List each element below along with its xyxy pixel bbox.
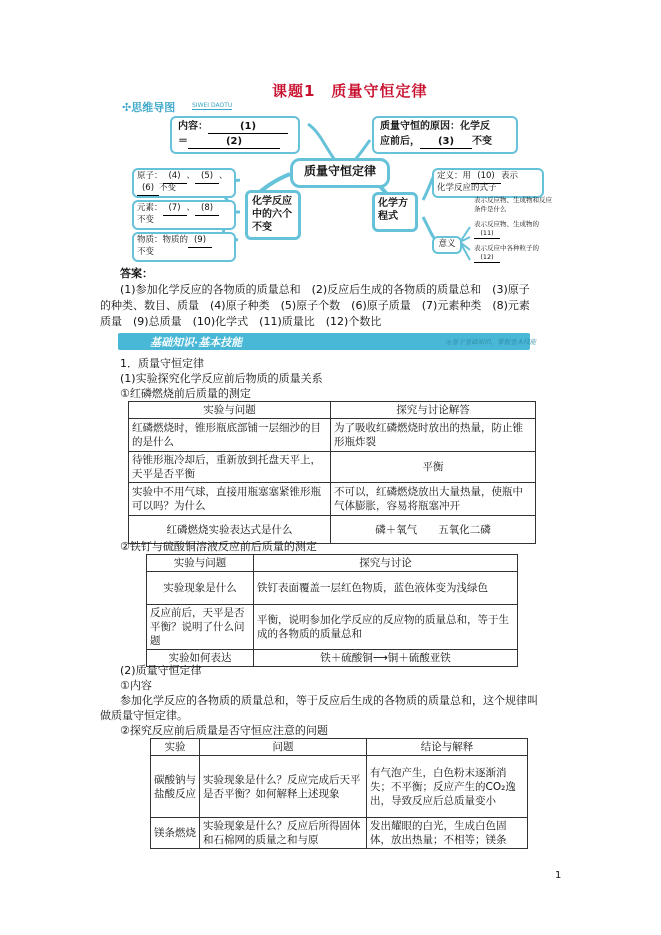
blank-11: (11)	[474, 229, 500, 239]
blank-1: (1)	[208, 120, 288, 134]
subheading-1a: ①红磷燃烧前后质量的测定	[120, 387, 251, 400]
table-cell: 实验现象是什么？反应完成后天平是否平衡？如何解释上述现象	[200, 756, 367, 818]
table-cell: 实验现象是什么	[147, 572, 254, 605]
banner-title: 基础知识·基本技能	[150, 336, 243, 349]
definition-box	[432, 168, 544, 198]
table-cell: 实验现象是什么？反应后所得固体和石棉网的质量之和与原	[200, 818, 367, 849]
meaning-2a: 表示反应物、生成物的	[474, 220, 539, 228]
def-c: 化学反应的式子	[437, 183, 497, 193]
reason-line1: 质量守恒的原因：化学反	[380, 121, 490, 132]
equals-sign: ＝	[178, 136, 188, 147]
reason-line2a: 应前后，	[380, 136, 420, 147]
table-cell: 铁＋硫酸铜⟶铜＋硫酸亚铁	[254, 650, 518, 667]
meaning-2	[474, 220, 554, 239]
answers-line1: (1)参加化学反应的各物质的质量总和 (2)反应后生成的各物质的质量总和 (3)原子	[120, 283, 530, 296]
table-header: 问题	[200, 739, 367, 756]
answers-line3: 质量 (9)总质量 (10)化学式 (11)质量比 (12)个数比	[100, 315, 382, 328]
meaning-3a: 表示反应中各种粒子的	[474, 244, 539, 252]
def-a: 定义：用	[437, 171, 472, 181]
paragraph-line2: 做质量守恒定律。	[100, 709, 188, 722]
banner-right: ◎基于基础知识，掌握基本技能	[446, 338, 537, 346]
blank-10: (10)	[471, 170, 501, 184]
table-cell: 待锥形瓶冷却后，重新放到托盘天平上，天平是否平衡	[129, 452, 331, 483]
subheading-1: (1)实验探究化学反应前后物质的质量关系	[120, 372, 323, 385]
subheading-2b: ②探究反应前后质量是否守恒应注意的问题	[120, 724, 328, 737]
equation-label: 化学方程式	[378, 198, 408, 222]
subheading-2: (2)质量守恒定律	[120, 664, 202, 677]
blank-6: (6)	[137, 182, 159, 196]
blank-12: (12)	[474, 253, 500, 263]
table-header: 探究与讨论解答	[331, 402, 536, 419]
meaning-label: 意义	[438, 239, 456, 249]
table-cell: 红磷燃烧实验表达式是什么	[129, 516, 331, 544]
atoms-end: 不变	[159, 183, 177, 193]
page-number: 1	[555, 870, 562, 881]
substance-label: 物质：物质的	[137, 235, 189, 245]
table-cell: 不可以，红磷燃烧放出大量热量，使瓶中气体膨胀，容易将瓶塞冲开	[331, 483, 536, 516]
table-cell: 平衡，说明参加化学反应的反应物的质量总和，等于生成的各物质的质量总和	[254, 605, 518, 650]
table-header: 实验	[151, 739, 200, 756]
mindmap-center	[290, 158, 390, 188]
atoms-box: 原子： (4) 、 (5) 、 (6) 不变	[132, 168, 236, 198]
mindmap-subtitle: SIWEI DAOTU	[192, 102, 233, 109]
blank-5: (5)	[195, 170, 219, 184]
substance-end: 不变	[137, 247, 155, 257]
meaning-box	[432, 236, 462, 254]
section-heading: 1．质量守恒定律	[120, 357, 204, 370]
blank-4: (4)	[163, 170, 187, 184]
table-red-phosphorus	[128, 401, 536, 544]
table-cell: 铁钉表面覆盖一层红色物质，蓝色液体变为浅绿色	[254, 572, 518, 605]
table-header: 结论与解释	[367, 739, 528, 756]
blank-3: (3)	[420, 135, 472, 149]
equation-box	[372, 192, 418, 232]
blank-9: (9)	[188, 234, 212, 248]
table-cell: 碳酸钠与盐酸反应	[151, 756, 200, 818]
table-cell: 磷＋氧气 五氧化二磷	[331, 516, 536, 544]
substance-box	[132, 232, 236, 262]
elements-label: 元素：	[137, 203, 163, 213]
mindmap-content-box	[170, 116, 300, 154]
table-header: 实验与问题	[147, 555, 254, 572]
table-header: 实验与问题	[129, 402, 331, 419]
answers-line2: 的种类、数目、质量 (4)原子种类 (5)原子个数 (6)原子质量 (7)元素种类 (8)元素	[100, 299, 530, 312]
center-label: 质量守恒定律	[303, 164, 376, 178]
subheading-2a: ①内容	[120, 679, 152, 692]
table-cell: 红磷燃烧时，锥形瓶底部铺一层细沙的目的是什么	[129, 419, 331, 452]
elements-box: 元素： (7) 、 (8) 不变	[132, 200, 236, 230]
def-b: 表示	[501, 171, 519, 181]
blank-8: (8)	[195, 202, 219, 216]
table-cell: 平衡	[331, 452, 536, 483]
reason-line2b: 不变	[472, 136, 492, 147]
table-cell: 反应前后，天平是否平衡？说明了什么问题	[147, 605, 254, 650]
table-cell: 镁条燃烧	[151, 818, 200, 849]
six-unchanged-label: 化学反应中的六个不变	[252, 196, 292, 233]
six-unchanged-box	[245, 190, 301, 240]
elements-end: 不变	[137, 215, 155, 225]
subheading-1b: ②铁钉与硫酸铜溶液反应前后质量的测定	[120, 540, 317, 553]
table-cell: 实验如何表达	[147, 650, 254, 667]
table-iron-nail	[146, 554, 518, 667]
table-cell: 为了吸收红磷燃烧时放出的热量，防止锥形瓶炸裂	[331, 419, 536, 452]
blank-2: (2)	[188, 135, 280, 149]
table-cell: 有气泡产生，白色粉末逐渐消失；不平衡；反应产生的CO₂逸出，导致反应后总质量变小	[367, 756, 528, 818]
meaning-1: 表示反应物、生成物和反应条件是什么	[474, 196, 552, 213]
mindmap-reason-box	[372, 116, 518, 154]
table-cell: 发出耀眼的白光，生成白色固体，放出热量；不相等；镁条	[367, 818, 528, 849]
paragraph-line1: 参加化学反应的各物质的质量总和，等于反应后生成的各物质的质量总和，这个规律叫	[120, 694, 538, 707]
answers-heading: 答案：	[120, 267, 153, 280]
atoms-label: 原子：	[137, 171, 163, 181]
content-label: 内容：	[178, 121, 208, 132]
meaning-3	[474, 244, 554, 263]
blank-7: (7)	[163, 202, 187, 216]
page-title: 课题1 质量守恒定律	[272, 82, 428, 100]
table-cell: 实验中不用气球，直接用瓶塞塞紧锥形瓶可以吗？为什么	[129, 483, 331, 516]
table-header: 探究与讨论	[254, 555, 518, 572]
mindmap-tag: ✣思维导图	[122, 101, 176, 114]
table-conservation-issues	[150, 738, 528, 849]
